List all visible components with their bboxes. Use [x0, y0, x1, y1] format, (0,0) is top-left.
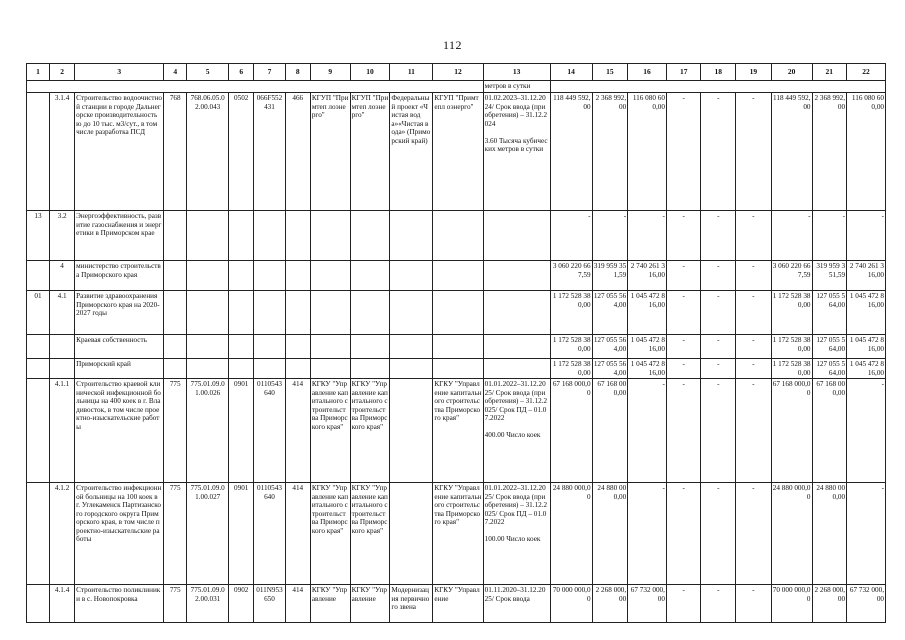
cell-col-9	[310, 359, 350, 379]
cell-col-20: 24 880 000,00	[771, 483, 812, 585]
cell-col-18: -	[701, 211, 736, 261]
carry-over-blank-right	[550, 81, 885, 93]
header-col-19: 19	[736, 64, 772, 81]
carry-over-row	[27, 81, 886, 93]
cell-col-5	[187, 261, 229, 291]
cell-col-5	[187, 291, 229, 335]
cell-col-13: 01.01.2022–31.12.2025/ Срок ввода (приобретения) – 31.12.2025/ Срок ПД – 01.07.2022 100.00 Число коек	[483, 483, 550, 585]
cell-col-18: -	[701, 261, 736, 291]
cell-col-20: -	[771, 211, 812, 261]
cell-col-21: 67 168 000,00	[812, 379, 847, 483]
cell-col-9	[310, 335, 350, 359]
cell-col-14: 1 172 528 380,00	[550, 359, 592, 379]
cell-col-21: 2 368 992,00	[812, 93, 847, 211]
cell-col-18: -	[701, 379, 736, 483]
table-row	[27, 291, 886, 335]
cell-col-9: КГКУ "Управление капитального строительства Приморского края"	[310, 379, 350, 483]
cell-col-20: 1 172 528 380,00	[771, 335, 812, 359]
cell-col-10: КГКУ "Управление капитального строительства Приморского края"	[350, 483, 390, 585]
cell-col-20: 67 168 000,00	[771, 379, 812, 483]
cell-col-13: 01.01.2022–31.12.2025/ Срок ввода (приобретения) – 31.12.2025/ Срок ПД – 01.07.2022 400.00 Число коек	[483, 379, 550, 483]
cell-col-3: Приморский край	[75, 359, 164, 379]
cell-col-11	[390, 379, 433, 483]
cell-col-4: 775	[164, 585, 187, 623]
cell-col-7: 0110543640	[254, 483, 285, 585]
header-col-1: 1	[27, 64, 50, 81]
cell-col-8: 414	[285, 483, 310, 585]
cell-col-8: 414	[285, 585, 310, 623]
cell-col-8: 466	[285, 93, 310, 211]
header-col-14: 14	[550, 64, 592, 81]
cell-col-7	[254, 211, 285, 261]
cell-col-10	[350, 335, 390, 359]
cell-col-7: 0110543640	[254, 379, 285, 483]
cell-col-9	[310, 291, 350, 335]
cell-col-9: КГКУ "Управление капитального строительства Приморского края"	[310, 483, 350, 585]
cell-col-22: -	[847, 379, 886, 483]
cell-col-6: 0502	[229, 93, 254, 211]
cell-col-7: 011N953650	[254, 585, 285, 623]
cell-col-18: -	[701, 585, 736, 623]
cell-col-20: 118 449 592,00	[771, 93, 812, 211]
cell-col-7	[254, 335, 285, 359]
cell-col-11	[390, 359, 433, 379]
cell-col-13	[483, 291, 550, 335]
cell-col-5: 775.01.09.02.00.031	[187, 585, 229, 623]
cell-col-11	[390, 291, 433, 335]
cell-col-5	[187, 335, 229, 359]
cell-col-8	[285, 359, 310, 379]
cell-col-3: министерство строительства Приморского края	[75, 261, 164, 291]
cell-col-22: 1 045 472 816,00	[847, 291, 886, 335]
cell-col-22: -	[847, 483, 886, 585]
header-col-21: 21	[812, 64, 847, 81]
header-col-22: 22	[847, 64, 886, 81]
cell-col-15: 2 268 000,00	[592, 585, 628, 623]
cell-col-19: -	[736, 359, 772, 379]
table-row	[27, 261, 886, 291]
cell-col-12	[433, 359, 483, 379]
cell-col-14: 1 172 528 380,00	[550, 335, 592, 359]
cell-col-14: 3 060 220 667,59	[550, 261, 592, 291]
cell-col-19: -	[736, 379, 772, 483]
cell-col-19: -	[736, 211, 772, 261]
cell-col-18: -	[701, 359, 736, 379]
cell-col-2: 3.1.4	[50, 93, 75, 211]
cell-col-1: 01	[27, 291, 50, 335]
cell-col-3: Энергоэффективность, развитие газоснабжения и энергетики в Приморском крае	[75, 211, 164, 261]
cell-col-11: Модернизация первичного звена	[390, 585, 433, 623]
cell-col-4: 775	[164, 379, 187, 483]
cell-col-6: 0901	[229, 379, 254, 483]
cell-col-22: 67 732 000,00	[847, 585, 886, 623]
cell-col-10	[350, 359, 390, 379]
cell-col-2	[50, 359, 75, 379]
header-col-17: 17	[666, 64, 701, 81]
header-col-9: 9	[310, 64, 350, 81]
cell-col-6	[229, 335, 254, 359]
header-col-16: 16	[628, 64, 667, 81]
cell-col-19: -	[736, 483, 772, 585]
cell-col-10: КГКУ "Управление	[350, 585, 390, 623]
cell-col-10	[350, 211, 390, 261]
cell-col-8	[285, 211, 310, 261]
cell-col-4	[164, 261, 187, 291]
cell-col-16: 1 045 472 816,00	[628, 335, 667, 359]
header-col-4: 4	[164, 64, 187, 81]
cell-col-1	[27, 483, 50, 585]
cell-col-16: -	[628, 211, 667, 261]
cell-col-2: 3.2	[50, 211, 75, 261]
cell-col-4	[164, 359, 187, 379]
cell-col-22: -	[847, 211, 886, 261]
table-row	[27, 359, 886, 379]
cell-col-19: -	[736, 93, 772, 211]
cell-col-2: 4.1.2	[50, 483, 75, 585]
header-col-13: 13	[483, 64, 550, 81]
cell-col-6	[229, 261, 254, 291]
cell-col-16: 1 045 472 816,00	[628, 359, 667, 379]
cell-col-17: -	[666, 261, 701, 291]
cell-col-15: 24 880 000,00	[592, 483, 628, 585]
cell-col-3: Развитие здравоохранения Приморского края на 2020-2027 годы	[75, 291, 164, 335]
cell-col-14: 1 172 528 380,00	[550, 291, 592, 335]
cell-col-17: -	[666, 93, 701, 211]
table-row	[27, 211, 886, 261]
cell-col-15: 127 055 564,00	[592, 335, 628, 359]
cell-col-15: 2 368 992,00	[592, 93, 628, 211]
cell-col-9	[310, 261, 350, 291]
cell-col-3: Строительство инфекционной больницы на 100 коек в г. Углекаменск Партизанского городского округа Приморского края, в том числе проектно-изыскательские работы	[75, 483, 164, 585]
cell-col-17: -	[666, 291, 701, 335]
cell-col-5	[187, 359, 229, 379]
cell-col-4: 768	[164, 93, 187, 211]
cell-col-9: КГУП "Примтеп лоэнерго"	[310, 93, 350, 211]
cell-col-8: 414	[285, 379, 310, 483]
cell-col-21: 127 055 564,00	[812, 335, 847, 359]
cell-col-19: -	[736, 585, 772, 623]
cell-col-16: 67 732 000,00	[628, 585, 667, 623]
header-col-20: 20	[771, 64, 812, 81]
cell-col-13	[483, 359, 550, 379]
cell-col-2: 4.1.1	[50, 379, 75, 483]
cell-col-12: КГКУ "Управление капитального строительства Приморского края"	[433, 483, 483, 585]
cell-col-12: КГКУ "Управление	[433, 585, 483, 623]
header-col-2: 2	[50, 64, 75, 81]
cell-col-7	[254, 291, 285, 335]
table-row	[27, 93, 886, 211]
cell-col-21: 2 268 000,00	[812, 585, 847, 623]
cell-col-14: 70 000 000,00	[550, 585, 592, 623]
cell-col-4	[164, 335, 187, 359]
cell-col-17: -	[666, 585, 701, 623]
cell-col-20: 70 000 000,00	[771, 585, 812, 623]
program-table	[26, 63, 886, 623]
cell-col-21: 319 959 351,59	[812, 261, 847, 291]
cell-col-7	[254, 359, 285, 379]
cell-col-21: 127 055 564,00	[812, 291, 847, 335]
cell-col-16: 2 740 261 316,00	[628, 261, 667, 291]
cell-col-2: 4.1	[50, 291, 75, 335]
cell-col-19: -	[736, 291, 772, 335]
cell-col-2: 4.1.4	[50, 585, 75, 623]
cell-col-22: 116 080 600,00	[847, 93, 886, 211]
cell-col-1	[27, 93, 50, 211]
cell-col-17: -	[666, 483, 701, 585]
cell-col-10: КГУП "Примтеп лоэнерго"	[350, 93, 390, 211]
header-row	[27, 64, 886, 81]
cell-col-18: -	[701, 335, 736, 359]
header-col-18: 18	[701, 64, 736, 81]
cell-col-21: -	[812, 211, 847, 261]
cell-col-7: 066F552431	[254, 93, 285, 211]
header-col-6: 6	[229, 64, 254, 81]
cell-col-22: 2 740 261 316,00	[847, 261, 886, 291]
cell-col-7	[254, 261, 285, 291]
cell-col-11	[390, 211, 433, 261]
cell-col-3: Краевая собственность	[75, 335, 164, 359]
cell-col-12	[433, 211, 483, 261]
cell-col-9	[310, 211, 350, 261]
cell-col-17: -	[666, 359, 701, 379]
header-col-10: 10	[350, 64, 390, 81]
cell-col-1	[27, 261, 50, 291]
cell-col-17: -	[666, 379, 701, 483]
cell-col-20: 3 060 220 667,59	[771, 261, 812, 291]
cell-col-17: -	[666, 335, 701, 359]
cell-col-16: 116 080 600,00	[628, 93, 667, 211]
cell-col-10	[350, 291, 390, 335]
cell-col-12	[433, 291, 483, 335]
cell-col-5: 775.01.09.01.00.027	[187, 483, 229, 585]
cell-col-1	[27, 335, 50, 359]
cell-col-10: КГКУ "Управление капитального строительства Приморского края"	[350, 379, 390, 483]
cell-col-12	[433, 261, 483, 291]
cell-col-10	[350, 261, 390, 291]
cell-col-5: 768.06.05.02.00.043	[187, 93, 229, 211]
cell-col-5: 775.01.09.01.00.026	[187, 379, 229, 483]
cell-col-4	[164, 291, 187, 335]
cell-col-13	[483, 261, 550, 291]
cell-col-9: КГКУ "Управление	[310, 585, 350, 623]
cell-col-14: 24 880 000,00	[550, 483, 592, 585]
cell-col-3: Строительство поликлиники в с. Новопокровка	[75, 585, 164, 623]
cell-col-20: 1 172 528 380,00	[771, 291, 812, 335]
cell-col-21: 127 055 564,00	[812, 359, 847, 379]
cell-col-1	[27, 585, 50, 623]
table-row	[27, 483, 886, 585]
cell-col-6: 0902	[229, 585, 254, 623]
cell-col-11	[390, 335, 433, 359]
cell-col-21: 24 880 000,00	[812, 483, 847, 585]
cell-col-6	[229, 211, 254, 261]
header-col-3: 3	[75, 64, 164, 81]
cell-col-8	[285, 261, 310, 291]
header-col-11: 11	[390, 64, 433, 81]
cell-col-19: -	[736, 261, 772, 291]
cell-col-18: -	[701, 483, 736, 585]
table-row	[27, 585, 886, 623]
header-col-5: 5	[187, 64, 229, 81]
cell-col-8	[285, 291, 310, 335]
header-col-7: 7	[254, 64, 285, 81]
cell-col-3: Строительство краевой клинической инфекционной больницы на 400 коек в г. Владивосток, в том числе проектно-изыскательские работы	[75, 379, 164, 483]
header-col-8: 8	[285, 64, 310, 81]
table-row	[27, 379, 886, 483]
cell-col-13: 01.11.2020–31.12.2025/ Срок ввода	[483, 585, 550, 623]
cell-col-20: 1 172 528 380,00	[772, 360, 811, 377]
cell-col-3: Строительство водоочистной станции в городе Дальнегорске производительностью до 10 тыс. м3/сут., в том числе разработка ПСД	[75, 93, 164, 211]
header-col-12: 12	[433, 64, 483, 81]
cell-col-15: 67 168 000,00	[592, 379, 628, 483]
page-number: 112	[442, 38, 463, 52]
cell-col-15: 127 055 564,00	[593, 360, 627, 377]
cell-col-14: -	[550, 211, 592, 261]
cell-col-19: -	[736, 335, 772, 359]
cell-col-8	[285, 335, 310, 359]
cell-col-14: 67 168 000,00	[550, 379, 592, 483]
cell-col-6	[229, 359, 254, 379]
carry-over-cell: метров в сутки	[483, 81, 550, 93]
cell-col-11	[390, 261, 433, 291]
cell-col-16: -	[628, 379, 667, 483]
cell-col-15: -	[592, 211, 628, 261]
cell-col-5	[187, 211, 229, 261]
cell-col-15: 127 055 564,00	[592, 291, 628, 335]
cell-col-13: 01.02.2023–31.12.2024/ Срок ввода (приобретения) – 31.12.2024 3.60 Тысяча кубических метров в сутки	[483, 93, 550, 211]
cell-col-11: Федеральный проект «Чистая вода»«Чистая вода» (Приморский край)	[390, 93, 433, 211]
cell-col-6: 0901	[229, 483, 254, 585]
cell-col-13	[483, 335, 550, 359]
cell-col-2: 4	[50, 261, 75, 291]
cell-col-12: КГУП "Примтепл оэнерго"	[433, 93, 483, 211]
cell-col-17: -	[666, 211, 701, 261]
cell-col-2	[50, 335, 75, 359]
cell-col-1	[27, 359, 50, 379]
cell-col-4	[164, 211, 187, 261]
cell-col-4: 775	[164, 483, 187, 585]
cell-col-1	[27, 379, 50, 483]
cell-col-12	[433, 335, 483, 359]
cell-col-16: -	[628, 483, 667, 585]
cell-col-14: 118 449 592,00	[550, 93, 592, 211]
cell-col-18: -	[701, 93, 736, 211]
table-row	[27, 335, 886, 359]
cell-col-22: 1 045 472 816,00	[847, 335, 886, 359]
cell-col-11	[390, 483, 433, 585]
carry-over-blank	[27, 81, 484, 93]
cell-col-6	[229, 291, 254, 335]
cell-col-13	[483, 211, 550, 261]
cell-col-18: -	[701, 291, 736, 335]
cell-col-15: 319 959 351,59	[592, 261, 628, 291]
header-col-15: 15	[592, 64, 628, 81]
cell-col-22: 1 045 472 816,00	[847, 359, 886, 379]
cell-col-1: 13	[27, 211, 50, 261]
cell-col-12: КГКУ "Управление капитального строительства Приморского края"	[433, 379, 483, 483]
cell-col-16: 1 045 472 816,00	[628, 291, 667, 335]
